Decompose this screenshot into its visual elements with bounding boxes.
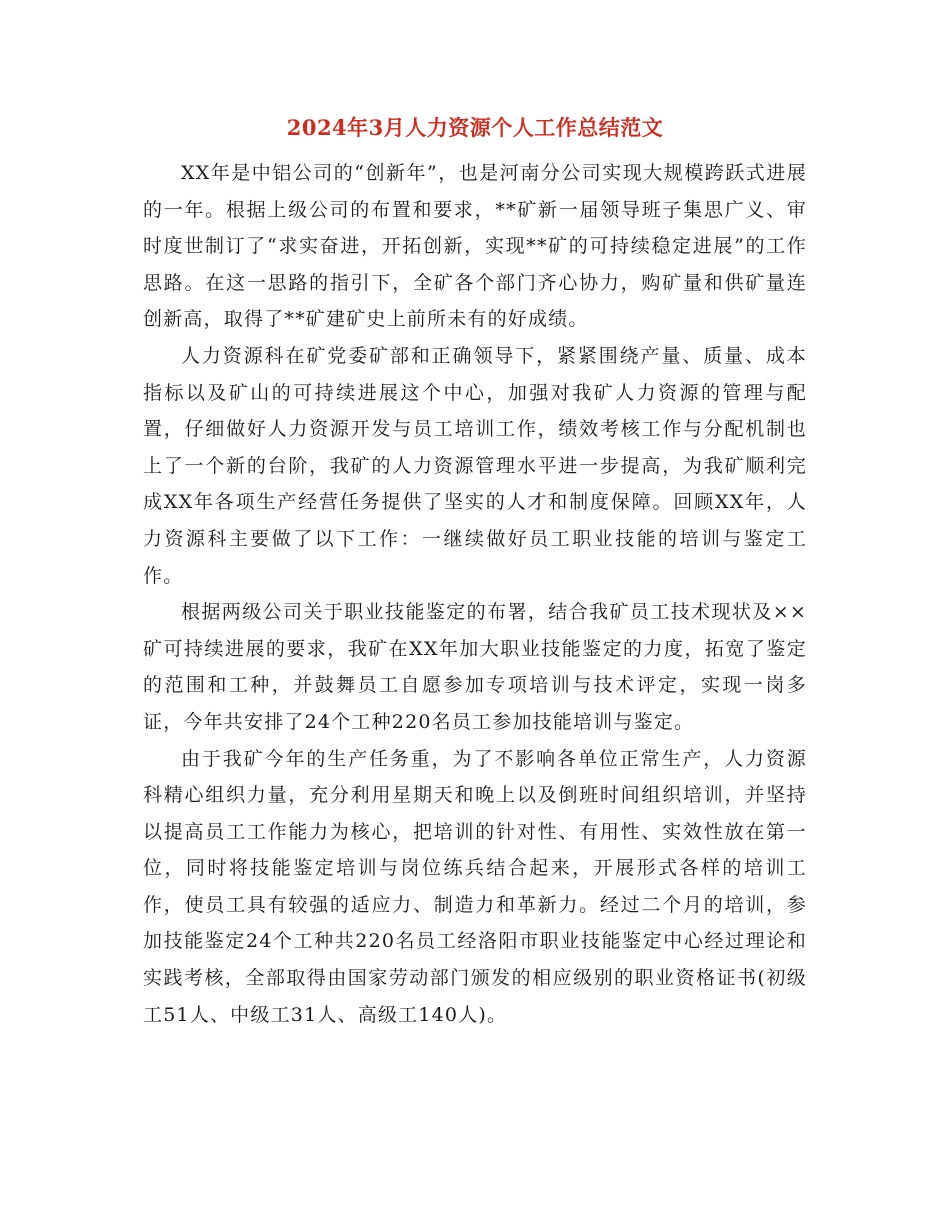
document-title: 2024年3月人力资源个人工作总结范文	[286, 115, 664, 140]
document-body	[143, 155, 807, 1033]
paragraph-skill-appraisal: 根据两级公司关于职业技能鉴定的布署，结合我矿员工技术现状及××矿可持续进展的要求，我矿在XX年加大职业技能鉴定的力度，拓宽了鉴定的范围和工种，并鼓舞员工自愿参加专项培训与技术评定，实现一岗多证，今年共安排了24个工种220名员工参加技能培训与鉴定。	[143, 601, 807, 733]
paragraph-intro: XX年是中铝公司的“创新年”，也是河南分公司实现大规模跨跃式进展的一年。根据上级公司的布置和要求，**矿新一届领导班子集思广义、审时度世制订了“求实奋进，开拓创新，实现**矿的可持续稳定进展”的工作思路。在这一思路的指引下，全矿各个部门齐心协力，购矿量和供矿量连创新高，取得了**矿建矿史上前所未有的好成绩。	[143, 162, 807, 331]
paragraph-training: 由于我矿今年的生产任务重，为了不影响各单位正常生产，人力资源科精心组织力量，充分利用星期天和晚上以及倒班时间组织培训，并坚持以提高员工工作能力为核心，把培训的针对性、有用性、实效性放在第一位，同时将技能鉴定培训与岗位练兵结合起来，开展形式各样的培训工作，使员工具有较强的适应力、制造力和革新力。经过二个月的培训，参加技能鉴定24个工种共220名员工经洛阳市职业技能鉴定中心经过理论和实践考核，全部取得由国家劳动部门颁发的相应级别的职业资格证书(初级工51人、中级工31人、高级工140人)。	[143, 747, 807, 1026]
paragraph-hr-department: 人力资源科在矿党委矿部和正确领导下，紧紧围绕产量、质量、成本指标以及矿山的可持续进展这个中心，加强对我矿人力资源的管理与配置，仔细做好人力资源开发与员工培训工作，绩效考核工作与分配机制也上了一个新的台阶，我矿的人力资源管理水平进一步提高，为我矿顺利完成XX年各项生产经营任务提供了坚实的人才和制度保障。回顾XX年，人力资源科主要做了以下工作：一继续做好员工职业技能的培训与鉴定工作。	[143, 344, 807, 587]
